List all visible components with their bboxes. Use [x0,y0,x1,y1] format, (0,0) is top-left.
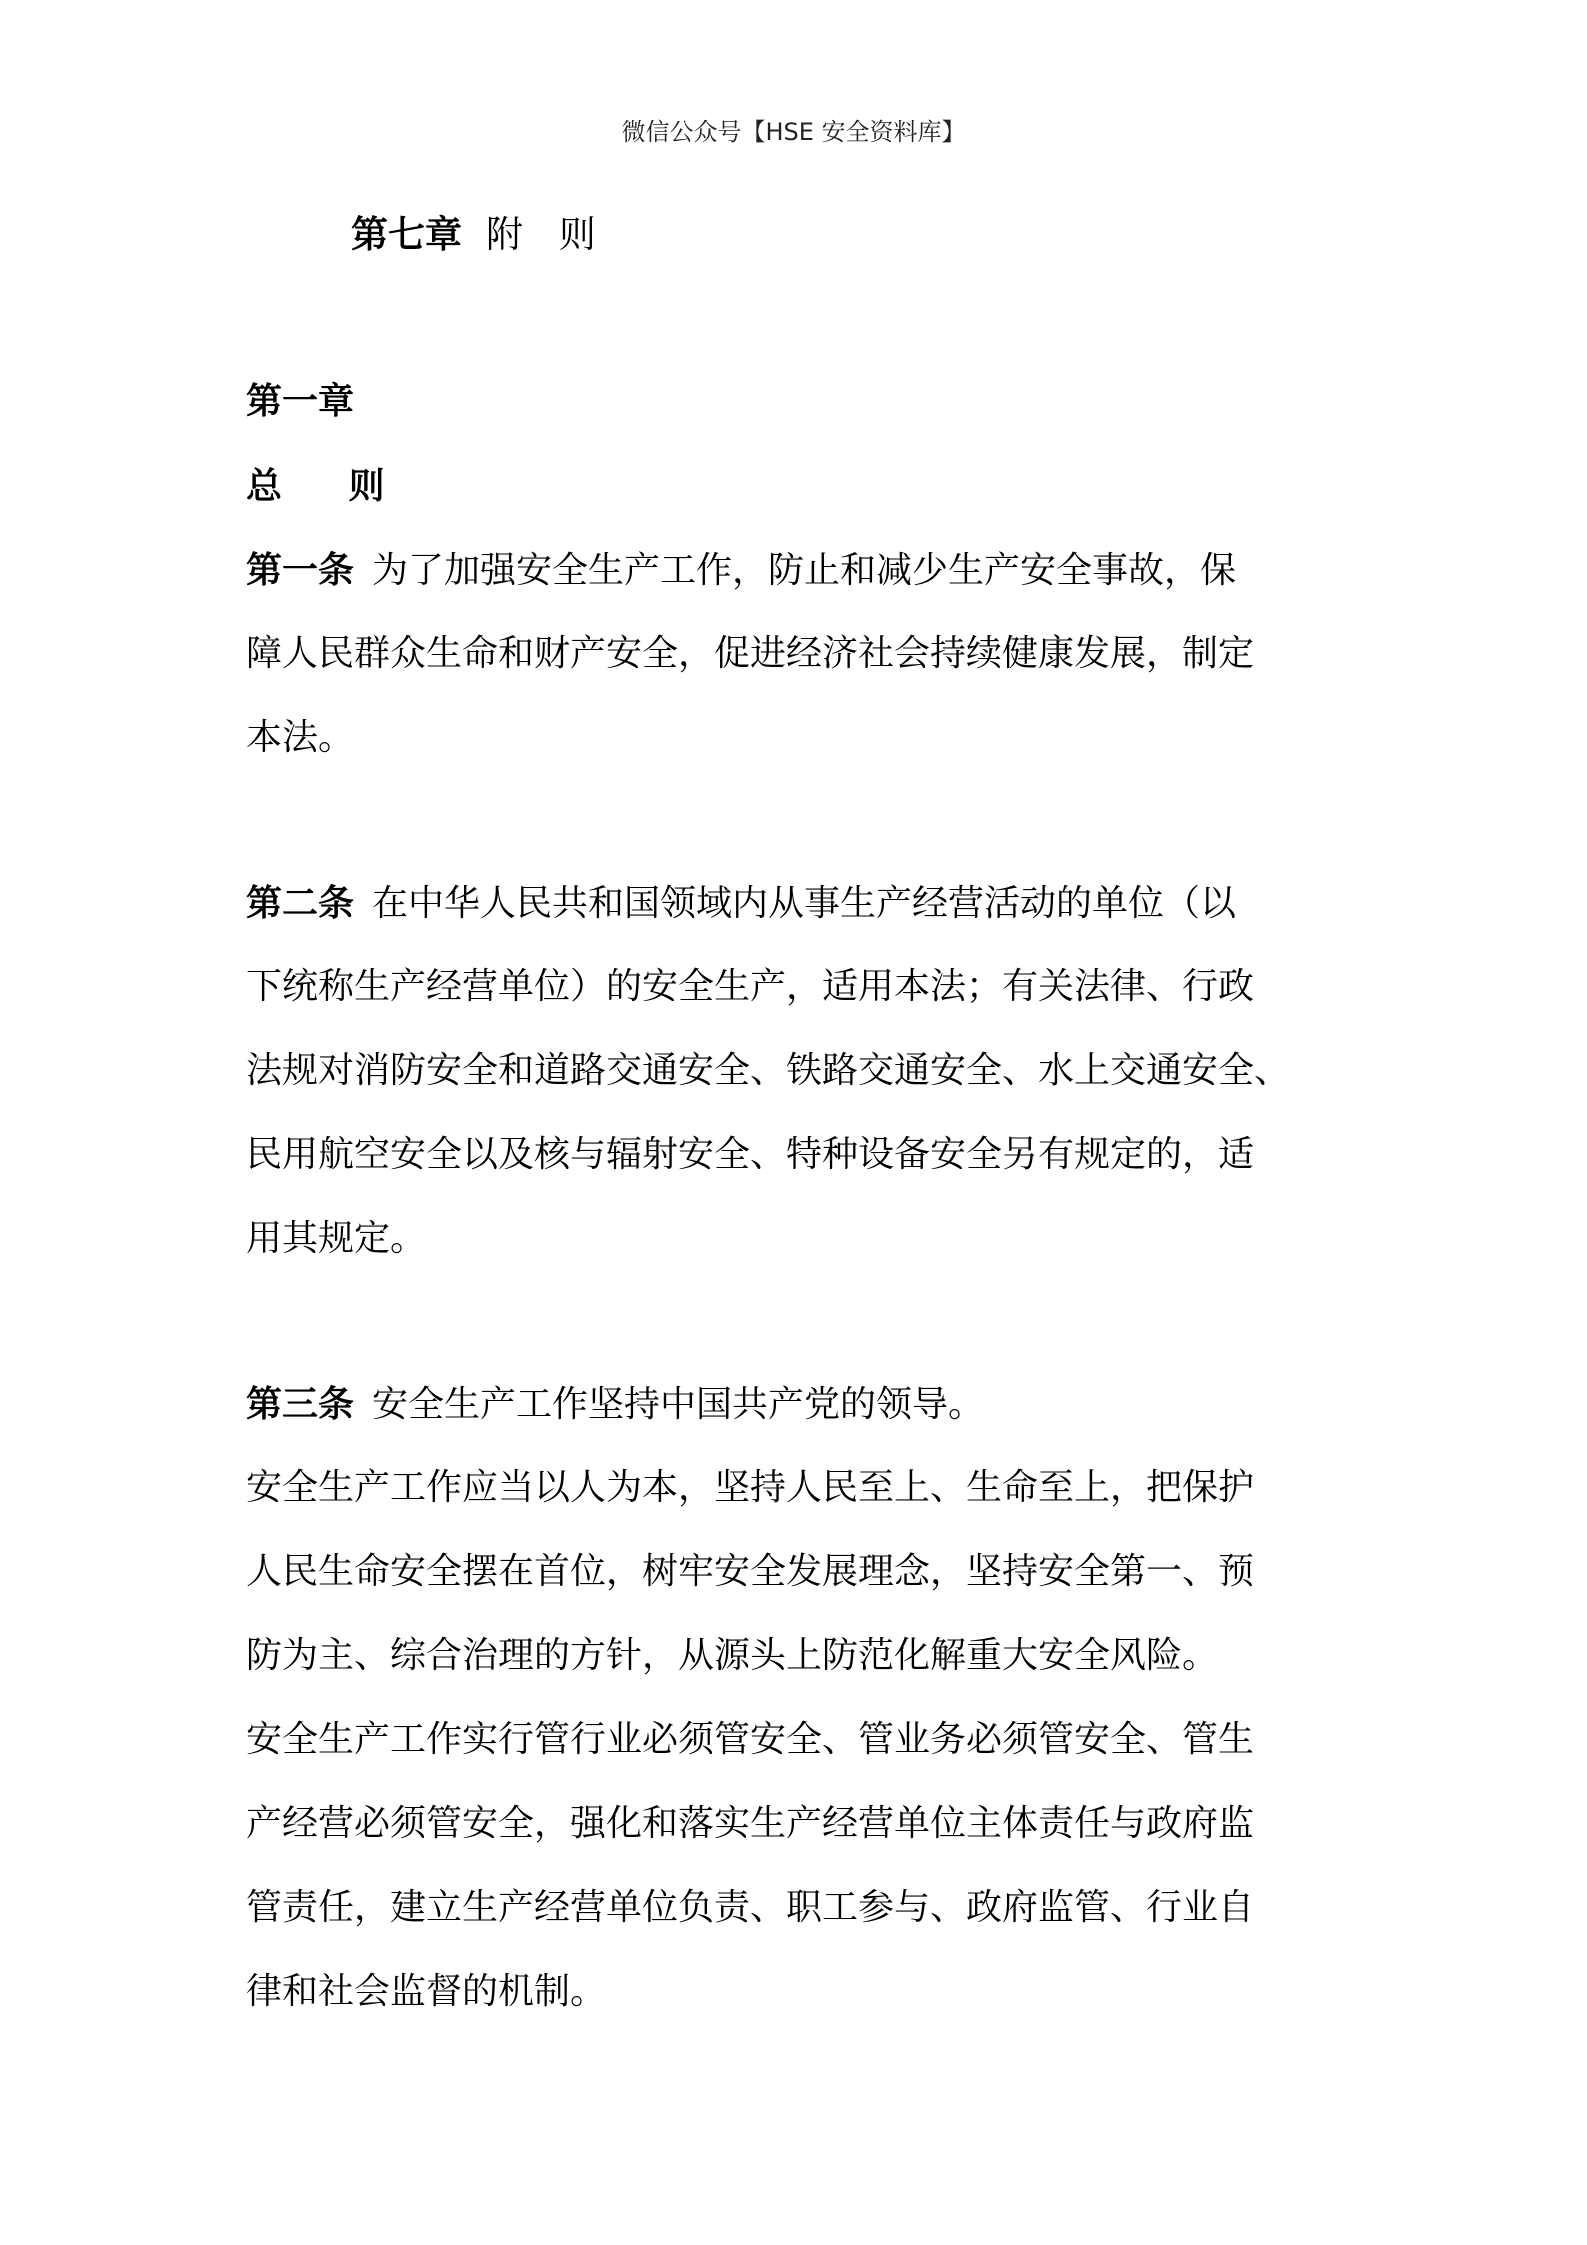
chapter-number: 第七章 [351,212,462,256]
article-3-line-1 [246,1378,984,1431]
article-3-para-2-line-3: 管责任，建立生产经营单位负责、职工参与、政府监管、行业自 [246,1887,1255,1928]
article-1-line-1 [246,544,1236,597]
article-3-para-1-line-2: 人民生命安全摆在首位，树牢安全发展理念，坚持安全第一、预 [246,1551,1255,1592]
article-2-line-1 [246,877,1236,930]
page-header: 微信公众号【HSE 安全资料库】 [621,118,966,146]
article-label: 第二条 [246,882,355,924]
article-2-line-5: 用其规定。 [246,1218,427,1259]
chapter-name: 附 则 [486,213,608,256]
article-text: 在中华人民共和国领域内从事生产经营活动的单位（以 [372,883,1237,924]
article-3-para-2-line-2: 产经营必须管安全，强化和落实生产经营单位主体责任与政府监 [246,1803,1255,1844]
chapter-heading-1: 第一章 [246,380,355,422]
article-2-line-3: 法规对消防安全和道路交通安全、铁路交通安全、水上交通安全、 [246,1050,1291,1091]
article-3-para-1-line-1: 安全生产工作应当以人为本，坚持人民至上、生命至上，把保护 [246,1467,1255,1508]
article-3-para-2-line-4: 律和社会监督的机制。 [246,1971,607,2012]
article-2-line-2: 下统称生产经营单位）的安全生产，适用本法；有关法律、行政 [246,966,1255,1007]
article-2-line-4: 民用航空安全以及核与辐射安全、特种设备安全另有规定的，适 [246,1134,1255,1175]
chapter-heading-7 [351,208,608,261]
article-3-para-2-line-1: 安全生产工作实行管行业必须管安全、管业务必须管安全、管生 [246,1719,1255,1760]
chapter-title-1: 总 则 [246,465,391,507]
article-3-para-1-line-3: 防为主、综合治理的方针，从源头上防范化解重大安全风险。 [246,1635,1219,1676]
article-text: 安全生产工作坚持中国共产党的领导。 [372,1384,985,1425]
article-1-line-2: 障人民群众生命和财产安全，促进经济社会持续健康发展，制定 [246,633,1255,674]
article-label: 第一条 [246,549,355,591]
article-1-line-3: 本法。 [246,717,355,758]
article-label: 第三条 [246,1383,355,1425]
article-text: 为了加强安全生产工作，防止和减少生产安全事故，保 [372,550,1237,591]
